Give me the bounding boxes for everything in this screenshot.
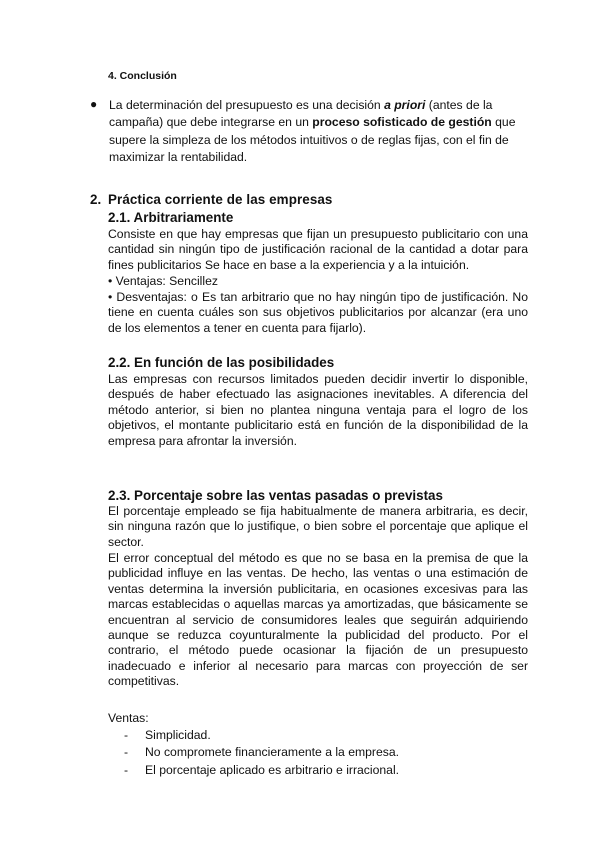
section-2-2-title: 2.2. En función de las posibilidades bbox=[108, 355, 335, 370]
list-item-text: No compromete financieramente a la empresa. bbox=[145, 745, 400, 760]
bullet-icon: ● bbox=[90, 97, 98, 111]
section-2-3-body-1: El porcentaje empleado se fija habitualmente de manera arbitraria, es decir, sin ninguna razón que lo justifique, o bien sobre el porcentaje que aplique el sector. bbox=[108, 504, 528, 549]
dash-marker: - bbox=[124, 745, 129, 760]
section-2-1-desventajas: • Desventajas: o Es tan arbitrario que no hay ningún tipo de justificación. No tiene en cuenta cuáles son sus objetivos publicitarios por alcanzar (era uno de los elementos a tener en cuenta para fijarlo). bbox=[108, 290, 528, 335]
list-item-text: Simplicidad. bbox=[145, 728, 211, 742]
bullet-text-part: La determinación del presupuesto es una decisión bbox=[109, 98, 385, 112]
conclusion-bullet-text bbox=[109, 97, 527, 166]
dash-marker: - bbox=[124, 762, 129, 777]
list-item bbox=[124, 762, 399, 779]
section-2-3-body-2: El error conceptual del método es que no se basa en la premisa de que la publicidad influye en las ventas. De hecho, las ventas o una estimación de ventas determina la inversión publicitaria, en ocasiones excesivas para las marcas establecidas o aquellas marcas ya amortizadas, que básicamente se encuentran al servicio de consumidores leales que seguirán adquiriendo aunque se reduzca coyunturalmente la publicidad del producto. Por el contrario, el método puede ocasionar la fijación de un presupuesto inadecuado e inferior al necesario para marcas con proyección de ser competitivas. bbox=[108, 551, 528, 689]
section-2-1-body: Consiste en que hay empresas que fijan un presupuesto publicitario con una cantidad sin ningún tipo de justificación racional de la cantidad a dotar para fines publicitarios Se hace en base a la experiencia y a la intuición. bbox=[108, 227, 528, 272]
bullet-text-part: que supere la simpleza de los métodos intuitivos o de reglas fijas, con el fin de maximizar la rentabilidad. bbox=[109, 115, 516, 164]
bullet-emphasis-a-priori: a priori bbox=[384, 98, 426, 112]
list-item bbox=[124, 744, 399, 761]
section-2-title: Práctica corriente de las empresas bbox=[108, 192, 333, 207]
section-2-number: 2. bbox=[90, 192, 102, 207]
section-2-3-title: 2.3. Porcentaje sobre las ventas pasadas o previstas bbox=[108, 488, 443, 503]
section-2-1-title: 2.1. Arbitrariamente bbox=[108, 210, 234, 225]
section-2-2-body: Las empresas con recursos limitados pueden decidir invertir lo disponible, después de haber efectuado las asignaciones inevitables. A diferencia del método anterior, si bien no plantea ninguna ventaja para el logro de los objetivos, el montante publicitario está en función de la disponibilidad de la empresa para afrontar la inversión. bbox=[108, 372, 528, 448]
dash-marker: - bbox=[124, 728, 129, 742]
section-2-1-ventajas: • Ventajas: Sencillez bbox=[108, 274, 218, 288]
list-item bbox=[124, 727, 399, 744]
bullet-text-part: (antes de la campaña) que debe integrarse en un bbox=[109, 98, 493, 130]
ventas-label: Ventas: bbox=[108, 711, 149, 725]
conclusion-heading: 4. Conclusión bbox=[108, 70, 177, 82]
bullet-emphasis-proceso: proceso sofisticado de gestión bbox=[312, 115, 492, 130]
section-2-heading bbox=[90, 192, 332, 207]
list-item-text: El porcentaje aplicado es arbitrario e irracional. bbox=[145, 762, 400, 777]
ventas-list bbox=[124, 727, 399, 779]
